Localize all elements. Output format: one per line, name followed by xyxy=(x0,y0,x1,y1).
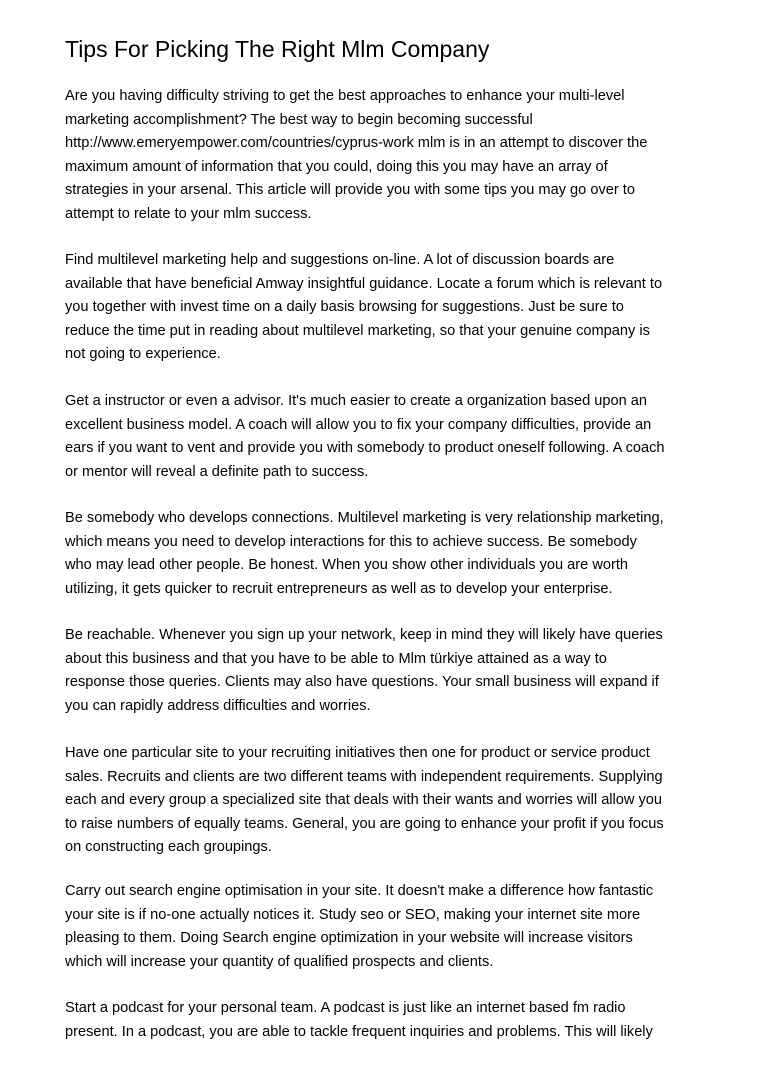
paragraph xyxy=(65,390,665,484)
paragraph-line: reduce the time put in reading about multilevel marketing, so that your genuine company is xyxy=(65,322,650,339)
paragraph-line: strategies in your arsenal. This article will provide you with some tips you may go over to xyxy=(65,182,635,198)
paragraph-line: marketing accomplishment? The best way to begin becoming successful xyxy=(65,111,533,128)
paragraph-line: to raise numbers of equally teams. General, you are going to enhance your profit if you focus xyxy=(65,815,664,832)
paragraph-line: who may lead other people. Be honest. When you show other individuals you are worth xyxy=(65,557,628,573)
paragraph xyxy=(65,507,664,601)
paragraph xyxy=(65,880,653,974)
paragraph xyxy=(65,249,662,367)
paragraph xyxy=(65,624,663,718)
paragraph xyxy=(65,742,664,860)
paragraph xyxy=(65,997,653,1044)
paragraph-line: Have one particular site to your recruiting initiatives then one for product or service product xyxy=(65,745,650,761)
paragraph-line: maximum amount of information that you could, doing this you may have an array of xyxy=(65,158,608,175)
paragraph-line: Find multilevel marketing help and suggestions on-line. A lot of discussion boards are xyxy=(65,252,615,268)
paragraph-line: you can rapidly address difficulties and worries. xyxy=(65,697,371,714)
paragraph-line: each and every group a specialized site that deals with their wants and worries will allow you xyxy=(65,792,663,808)
paragraph-line: utilizing, it gets quicker to recruit entrepreneurs as well as to develop your enterprise. xyxy=(65,580,613,597)
paragraph-line: about this business and that you have to be able to Mlm türkiye attained as a way to xyxy=(65,650,607,667)
paragraph-line: pleasing to them. Doing Search engine optimization in your website will increase visitors xyxy=(65,930,633,946)
paragraph-line: available that have beneficial Amway insightful guidance. Locate a forum which is relevant to xyxy=(65,275,663,292)
paragraph-line: which will increase your quantity of qualified prospects and clients. xyxy=(65,953,494,970)
paragraph-line: attempt to relate to your mlm success. xyxy=(65,205,312,222)
paragraph-line: Get a instructor or even a advisor. It's much easier to create a organization based upon an xyxy=(65,393,648,409)
paragraph-line: ears if you want to vent and provide you with somebody to product oneself following. A coach xyxy=(65,440,665,456)
paragraph-line: Be somebody who develops connections. Multilevel marketing is very relationship marketing, xyxy=(65,510,664,526)
paragraph-line: Be reachable. Whenever you sign up your network, keep in mind they will likely have queries xyxy=(65,627,663,643)
paragraph-line: response those queries. Clients may also have questions. Your small business will expand if xyxy=(65,674,659,690)
paragraph-line: you together with invest time on a daily basis browsing for suggestions. Just be sure to xyxy=(65,299,624,315)
paragraph-line: Carry out search engine optimisation in your site. It doesn't make a difference how fantastic xyxy=(65,883,654,899)
paragraph-line: on constructing each groupings. xyxy=(65,839,272,855)
paragraph-line: which means you need to develop interactions for this to achieve success. Be somebody xyxy=(65,533,637,550)
paragraph-line: sales. Recruits and clients are two different teams with independent requirements. Supplying xyxy=(65,768,663,785)
paragraph-line: present. In a podcast, you are able to tackle frequent inquiries and problems. This will likely xyxy=(65,1023,653,1040)
paragraph-line: excellent business model. A coach will allow you to fix your company difficulties, provide an xyxy=(65,416,652,433)
paragraph-line: your site is if no-one actually notices it. Study seo or SEO, making your internet site more xyxy=(65,906,641,923)
paragraph xyxy=(65,85,647,226)
paragraph-line: http://www.emeryempower.com/countries/cyprus-work mlm is in an attempt to discover the xyxy=(65,135,648,151)
paragraph-line: Are you having difficulty striving to get the best approaches to enhance your multi-level xyxy=(65,88,625,104)
paragraph-line: Start a podcast for your personal team. A podcast is just like an internet based fm radio xyxy=(65,1000,626,1016)
paragraph-line: or mentor will reveal a definite path to success. xyxy=(65,463,369,480)
document-title: Tips For Picking The Right Mlm Company xyxy=(65,36,490,62)
paragraph-line: not going to experience. xyxy=(65,346,221,362)
